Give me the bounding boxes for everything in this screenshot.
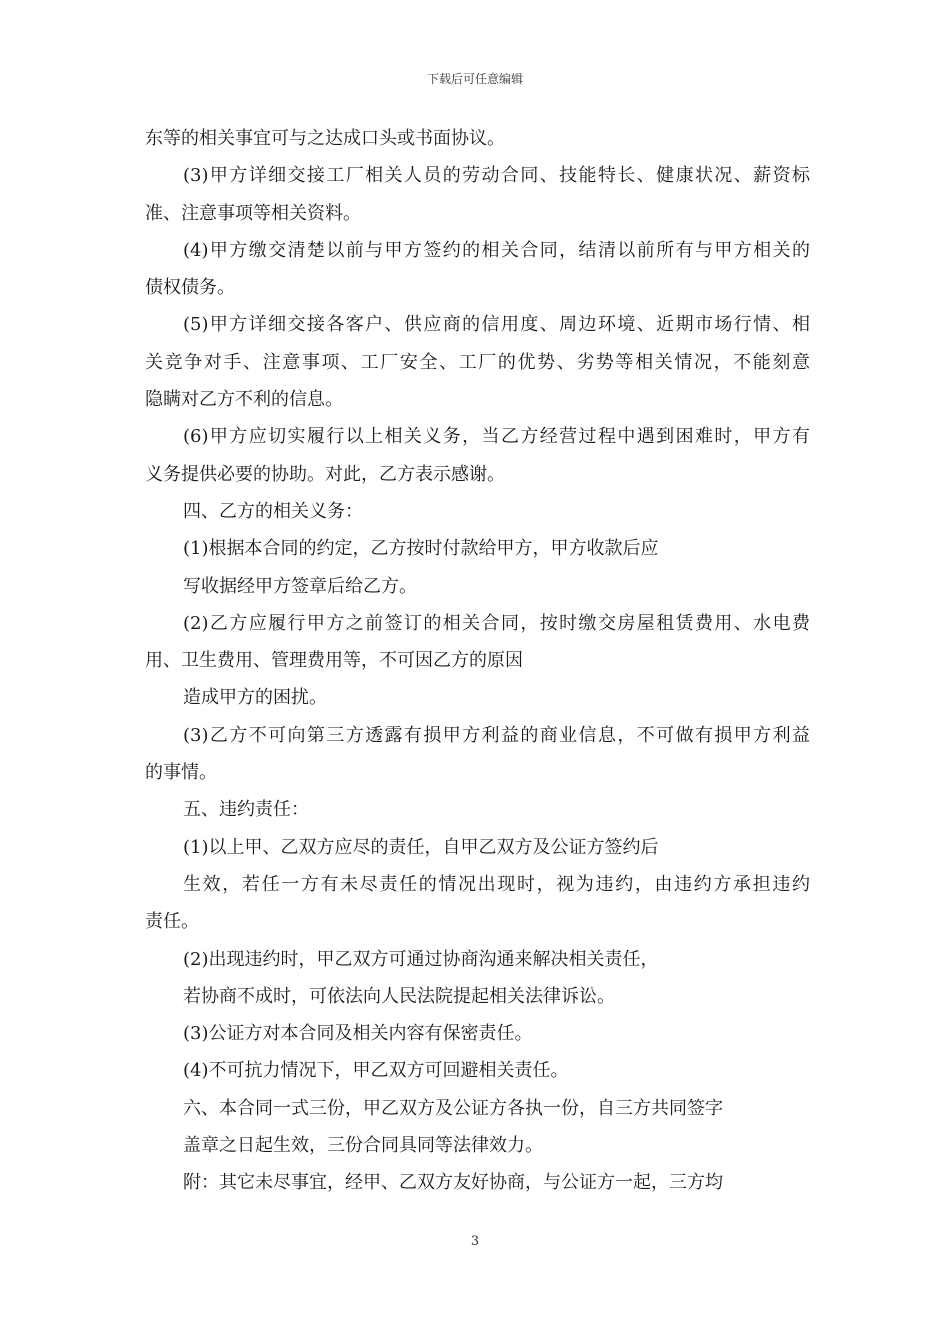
text-line: (6)甲方应切实履行以上相关义务，当乙方经营过程中遇到困难时，甲方有 <box>183 426 810 448</box>
page-number: 3 <box>470 1234 480 1249</box>
text-line: 隐瞒对乙方不利的信息。 <box>145 389 343 411</box>
text-line: 写收据经甲方签章后给乙方。 <box>183 575 417 597</box>
text-line: (3)乙方不可向第三方透露有损甲方利益的商业信息，不可做有损甲方利益 <box>183 724 810 746</box>
text-line: (3)甲方详细交接工厂相关人员的劳动合同、技能特长、健康状况、薪资标 <box>183 165 810 187</box>
text-line: 责任。 <box>145 911 199 933</box>
text-line: 五、违约责任： <box>183 799 309 821</box>
text-line: 义务提供必要的协助。对此，乙方表示感谢。 <box>145 463 505 485</box>
text-line: 四、乙方的相关义务： <box>183 500 363 522</box>
text-line: (1)以上甲、乙双方应尽的责任，自甲乙双方及公证方签约后 <box>183 836 659 858</box>
text-line: 生效，若任一方有未尽责任的情况出现时，视为违约，由违约方承担违约 <box>183 873 810 895</box>
text-line: (3)公证方对本合同及相关内容有保密责任。 <box>183 1023 533 1045</box>
text-line: 造成甲方的困扰。 <box>183 687 327 709</box>
text-line: (1)根据本合同的约定，乙方按时付款给甲方，甲方收款后应 <box>183 538 659 560</box>
text-line: (5)甲方详细交接各客户、供应商的信用度、周边环境、近期市场行情、相 <box>183 314 810 336</box>
document-body <box>145 128 810 1210</box>
text-line: (4)不可抗力情况下，甲乙双方可回避相关责任。 <box>183 1060 569 1082</box>
text-line: 准、注意事项等相关资料。 <box>145 202 361 224</box>
text-line: (4)甲方缴交清楚以前与甲方签约的相关合同，结清以前所有与甲方相关的 <box>183 239 810 261</box>
text-line: 盖章之日起生效，三份合同具同等法律效力。 <box>183 1135 543 1157</box>
page-header: 下载后可任意编辑 <box>426 72 523 86</box>
text-line: 用、卫生费用、管理费用等，不可因乙方的原因 <box>145 650 523 672</box>
text-line: 若协商不成时，可依法向人民法院提起相关法律诉讼。 <box>183 985 615 1007</box>
text-line: 东等的相关事宜可与之达成口头或书面协议。 <box>145 128 505 149</box>
text-line: 的事情。 <box>145 762 217 784</box>
text-line: (2)乙方应履行甲方之前签订的相关合同，按时缴交房屋租赁费用、水电费 <box>183 612 810 634</box>
text-line: 附：其它未尽事宜，经甲、乙双方友好协商，与公证方一起，三方均 <box>183 1172 723 1194</box>
text-line: 债权债务。 <box>145 277 235 299</box>
text-line: (2)出现违约时，甲乙双方可通过协商沟通来解决相关责任， <box>183 948 659 970</box>
text-line: 六、本合同一式三份，甲乙双方及公证方各执一份，自三方共同签字 <box>183 1097 723 1119</box>
text-line: 关竞争对手、注意事项、工厂安全、工厂的优势、劣势等相关情况，不能刻意 <box>145 351 810 373</box>
